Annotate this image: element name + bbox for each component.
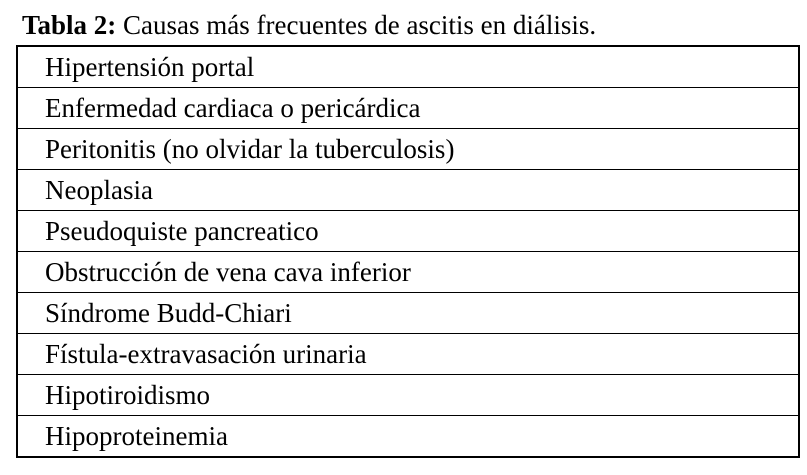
table-row: Hipoproteinemia	[45, 421, 228, 451]
caption-label: Tabla 2:	[22, 10, 117, 40]
table-row: Pseudoquiste pancreatico	[18, 211, 798, 252]
table-row: Hipotiroidismo	[18, 375, 798, 416]
causes-table	[16, 45, 800, 458]
table-row: Fístula-extravasación urinaria	[18, 334, 798, 375]
table-caption	[22, 8, 596, 42]
table-row: Hipertensión portal	[18, 47, 798, 88]
table-row: Neoplasia	[18, 170, 798, 211]
table-row: Enfermedad cardiaca o pericárdica	[18, 88, 798, 129]
table-row: Obstrucción de vena cava inferior	[18, 252, 798, 293]
table-row: Síndrome Budd-Chiari	[18, 293, 798, 334]
caption-text: Causas más frecuentes de ascitis en diálisis.	[116, 10, 597, 40]
table-row: Peritonitis (no olvidar la tuberculosis)	[18, 129, 798, 170]
